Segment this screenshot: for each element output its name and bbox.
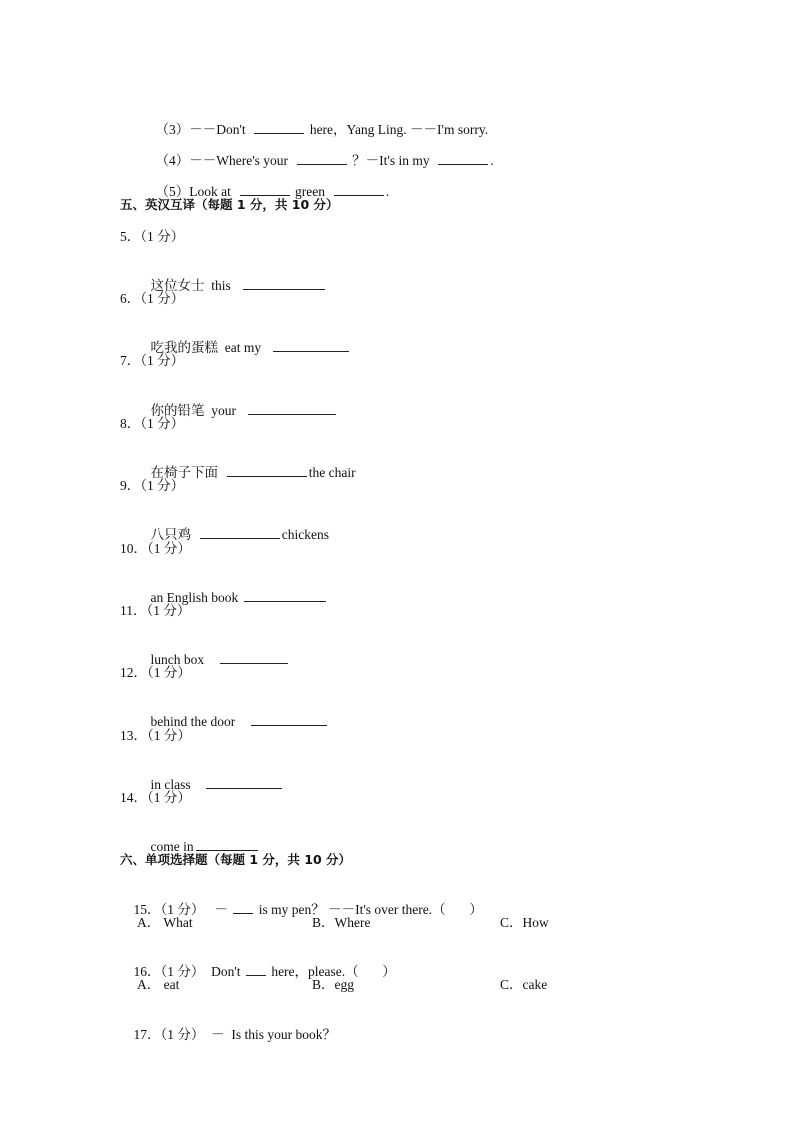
question-text: 在椅子下面 <box>150 465 218 480</box>
question-header: 7．（1 分） <box>120 353 185 368</box>
answer-blank[interactable] <box>227 464 307 477</box>
question-text: an English book <box>150 590 239 605</box>
option-a[interactable]: A． eat <box>137 977 180 992</box>
question-text: 八只鸡 <box>150 527 191 542</box>
question-text: －－Don't <box>189 122 246 137</box>
choice-question <box>120 1008 336 1062</box>
question-text: chickens <box>281 527 329 542</box>
question-text: ？－It's in my <box>352 153 430 168</box>
answer-blank[interactable] <box>196 838 258 851</box>
item-label: （3） <box>155 122 190 137</box>
answer-blank[interactable] <box>244 589 326 602</box>
question-text: . <box>490 153 494 168</box>
answer-blank[interactable] <box>297 152 347 165</box>
question-text: come in <box>150 839 194 854</box>
question-text: green <box>295 184 325 199</box>
item-label: （5） <box>155 184 190 199</box>
question-header: 14．（1 分） <box>120 790 191 805</box>
question-text: in class <box>150 777 191 792</box>
question-header: 10．（1 分） <box>120 541 191 556</box>
question-text: 吃我的蛋糕 eat my <box>150 340 262 355</box>
question-header: 16．（1 分） <box>133 964 205 979</box>
answer-blank[interactable] <box>200 526 280 539</box>
answer-blank[interactable] <box>273 339 349 352</box>
question-text: 这位女士 this <box>150 278 231 293</box>
question-text: －－Where's your <box>189 153 289 168</box>
answer-blank[interactable] <box>334 183 384 196</box>
option-b[interactable]: B．Where <box>312 915 371 930</box>
question-text: － Is this your book？ <box>211 1027 336 1042</box>
question-header: 13．（1 分） <box>120 728 191 743</box>
question-header: 17．（1 分） <box>133 1027 205 1042</box>
question-text: is my pen？ －－It's over there.（ ） <box>258 902 483 917</box>
question-text: 你的铅笔 your <box>150 403 236 418</box>
question-text: Look at <box>189 184 231 199</box>
question-text: the chair <box>308 465 356 480</box>
question-text: . <box>385 184 390 199</box>
question-header: 15．（1 分） <box>133 902 205 917</box>
question-text: lunch box <box>150 652 205 667</box>
question-header: 5．（1 分） <box>120 229 185 244</box>
answer-blank[interactable] <box>243 277 325 290</box>
option-c[interactable]: C．How <box>500 915 549 930</box>
section-title: 六、单项选择题（每题 1 分，共 10 分） <box>120 852 352 867</box>
answer-blank[interactable] <box>438 152 488 165</box>
option-a[interactable]: A． What <box>137 915 193 930</box>
answer-blank[interactable] <box>251 713 327 726</box>
answer-blank[interactable] <box>248 402 336 415</box>
question-header: 6．（1 分） <box>120 291 185 306</box>
answer-blank[interactable] <box>246 963 266 976</box>
question-header: 12．（1 分） <box>120 665 191 680</box>
option-c[interactable]: C．cake <box>500 977 548 992</box>
answer-blank[interactable] <box>254 121 304 134</box>
question-text: here，please.（ ） <box>271 964 396 979</box>
question-text: Don't <box>211 964 241 979</box>
option-b[interactable]: B．egg <box>312 977 354 992</box>
question-text: behind the door <box>150 714 236 729</box>
section-title: 五、英汉互译（每题 1 分，共 10 分） <box>120 197 339 212</box>
answer-blank[interactable] <box>233 901 253 914</box>
answer-blank[interactable] <box>220 651 288 664</box>
question-text: here，Yang Ling. －－I'm sorry. <box>309 122 489 137</box>
question-header: 9．（1 分） <box>120 478 185 493</box>
answer-blank[interactable] <box>206 776 282 789</box>
question-header: 8．（1 分） <box>120 416 185 431</box>
question-text: － <box>214 902 228 917</box>
answer-blank[interactable] <box>240 183 290 196</box>
question-header: 11．（1 分） <box>120 603 191 618</box>
item-label: （4） <box>155 153 190 168</box>
